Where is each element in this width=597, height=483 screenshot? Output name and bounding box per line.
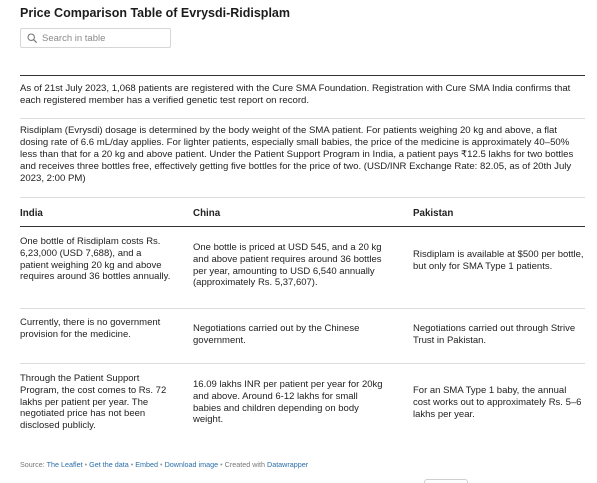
source-link[interactable]: The Leaflet [46, 460, 83, 469]
row-divider [20, 308, 585, 309]
separator: • [160, 460, 163, 469]
table-cell-india: Currently, there is no government provision for the medicine. [20, 317, 161, 340]
divider [20, 118, 585, 119]
divider [20, 197, 585, 198]
column-header-pakistan[interactable]: Pakistan [413, 208, 454, 219]
search-icon [27, 33, 37, 43]
search-input[interactable] [42, 33, 157, 44]
column-header-china[interactable]: China [193, 208, 221, 219]
table-cell-pakistan: For an SMA Type 1 baby, the annual cost works out to approximately Rs. 5–6 lakhs per year. [413, 385, 582, 420]
header-divider [20, 226, 585, 227]
separator: • [130, 460, 134, 469]
embed-link[interactable]: Embed [135, 460, 159, 469]
row-divider [20, 363, 585, 364]
footer [20, 460, 308, 469]
table-cell-pakistan: Risdiplam is available at $500 per bottle, but only for SMA Type 1 patients. [413, 249, 584, 272]
column-header-india[interactable]: India [20, 208, 43, 219]
source-label: Source: [20, 460, 45, 469]
intro-paragraph-registration: As of 21st July 2023, 1,068 patients are registered with the Cure SMA Foundation. Registration with Cure SMA India confirms that each registered member has a verified genetic test report on record. [20, 83, 571, 106]
search-box[interactable] [20, 28, 171, 48]
datawrapper-link[interactable]: Datawrapper [267, 460, 309, 469]
separator: • [84, 460, 88, 469]
chart-title: Price Comparison Table of Evrysdi-Ridisplam [20, 6, 290, 20]
divider [20, 75, 585, 76]
get-data-link[interactable]: Get the data [89, 460, 129, 469]
table-cell-china: Negotiations carried out by the Chinese government. [193, 323, 360, 346]
table-cell-china: One bottle is priced at USD 545, and a 20 kg and above patient requires around 36 bottles per year, amounting to USD 6,540 annually (approximately Rs. 5,37,607). [193, 242, 382, 289]
table-cell-india: Through the Patient Support Program, the cost comes to Rs. 72 lakhs per patient per year. The negotiated price has not been disclosed publicly. [20, 373, 167, 432]
created-with-label: Created with [224, 460, 265, 469]
partial-button[interactable] [424, 479, 468, 483]
separator: • [220, 460, 223, 469]
download-image-link[interactable]: Download image [164, 460, 219, 469]
table-cell-pakistan: Negotiations carried out through Strive Trust in Pakistan. [413, 323, 576, 346]
table-cell-india: One bottle of Risdiplam costs Rs. 6,23,000 (USD 7,688), and a patient weighing 20 kg and above requires around 36 bottles annually. [20, 236, 171, 283]
table-cell-china: 16.09 lakhs INR per patient per year for 20kg and above. Around 6-12 lakhs for small babies and children depending on body weight. [193, 379, 383, 426]
intro-paragraph-dosage: Risdiplam (Evrysdi) dosage is determined by the body weight of the SMA patient. For patients weighing 20 kg and above, a flat dosing rate of 6.6 mL/day applies. For lighter patients, especially small babies, the price of the medicine is approximately 40–50% less than that for a 20 kg and above patient. Under the Patient Support Program in India, a patient pays ₹12.5 lakhs for two bottles and receives three bottles free, effectively getting five bottles for the price of two. (USD/INR Exchange Rate: 82.05, as of 20th July 2023, 2:00 PM) [20, 125, 574, 184]
